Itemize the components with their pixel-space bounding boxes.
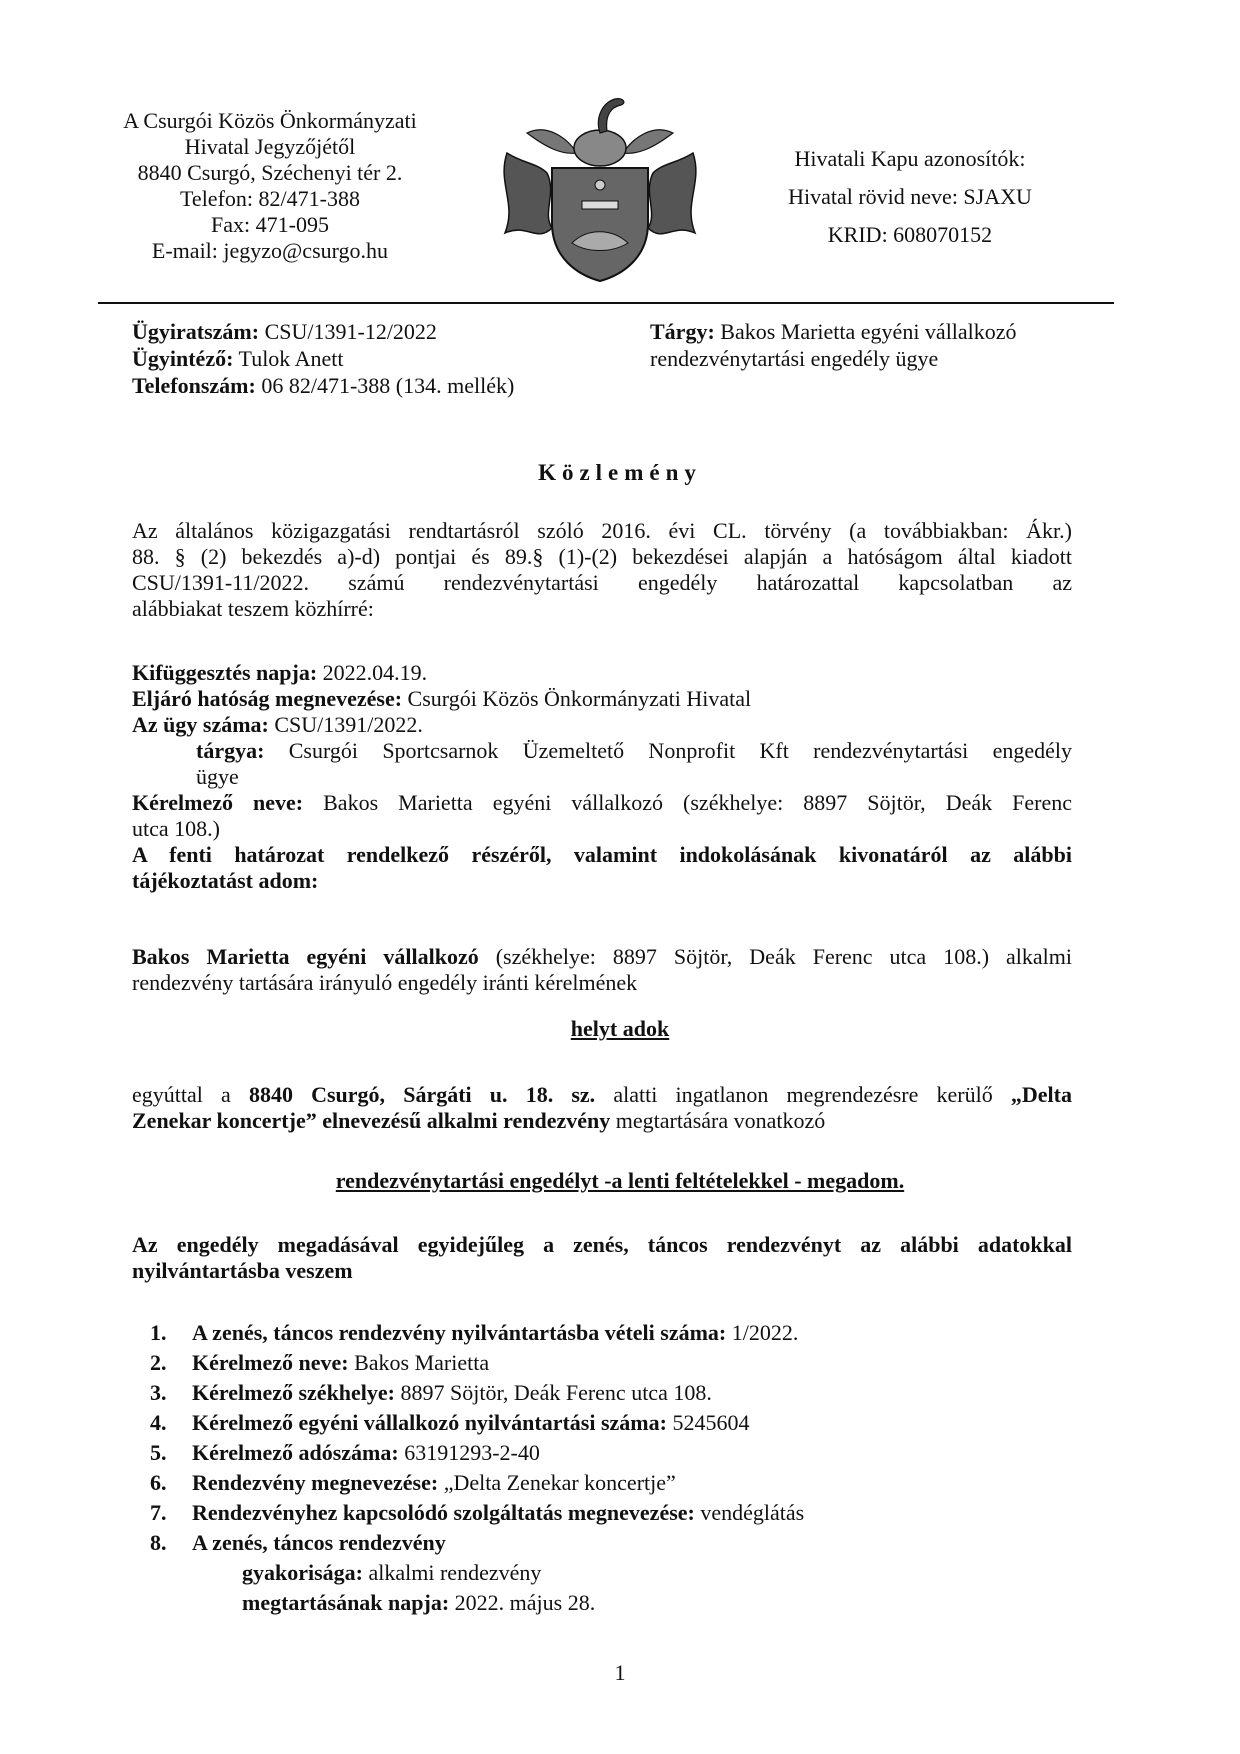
page-number: 1 [614,1660,626,1685]
list-item: 4. Kérelmező egyéni vállalkozó nyilvántartási száma: 5245604 [150,1410,750,1435]
page-title: Közlemény [538,460,702,485]
gateway-short-name: Hivatal rövid neve: SJAXU [788,184,1032,209]
list-item: 6. Rendezvény megnevezése: „Delta Zenekar koncertje” [150,1470,676,1495]
sender-email: E-mail: jegyzo@csurgo.hu [151,238,389,263]
authority: Eljáró hatóság megnevezése: Csurgói Közös Önkormányzati Hivatal [132,686,752,711]
permit-heading: rendezvénytartási engedélyt -a lenti feltételekkel - megadom. [335,1168,905,1193]
sender-address: 8840 Csurgó, Széchenyi tér 2. [137,160,403,185]
case-number: Ügyiratszám: CSU/1391-12/2022 [132,319,437,344]
decision-paragraph: Bakos Marietta egyéni vállalkozó (székhelye: 8897 Söjtör, Deák Ferenc utca 108.) alkalmi rendezvény tartására irányuló engedély iránti kérelmének [132,944,1072,995]
sender-block [100,108,440,264]
gateway-title: Hivatali Kapu azonosítók: [794,146,1026,171]
case-meta [132,318,514,399]
gateway-krid: KRID: 608070152 [827,222,993,247]
registration-list [150,1318,804,1618]
sender-line2: Hivatal Jegyzőjétől [184,134,356,159]
notice-line-2: tájékoztatást adom: [132,868,319,893]
subject-line-2: rendezvénytartási engedély ügye [650,346,939,371]
case-officer: Ügyintéző: Tulok Anett [132,346,344,371]
location-paragraph: egyúttal a 8840 Csurgó, Sárgáti u. 18. sz. alatti ingatlanon megrendezésre kerülő „Delta Zenekar koncertje” elnevezésű alkalmi rendezvény megtartására vonatkozó [132,1082,1072,1133]
sender-fax: Fax: 471-095 [211,212,329,237]
details-block [132,660,1072,894]
subject-meta [650,318,1017,372]
list-item: 1. A zenés, táncos rendezvény nyilvántartásba vételi száma: 1/2022. [150,1320,799,1345]
header-divider [98,302,1114,304]
list-item: 3. Kérelmező székhelye: 8897 Söjtör, Deák Ferenc utca 108. [150,1380,712,1405]
list-item: 7. Rendezvényhez kapcsolódó szolgáltatás megnevezése: vendéglátás [150,1500,805,1525]
subject-line: Tárgy: Bakos Marietta egyéni vállalkozó [650,319,1017,344]
case-phone: Telefonszám: 06 82/471-388 (134. mellék) [132,373,515,398]
list-item: 8. A zenés, táncos rendezvény gyakorisága: alkalmi rendezvény megtartásának napja: 2022. május 28. [150,1528,804,1618]
notice-line-1: A fenti határozat rendelkező részéről, valamint indokolásának kivonatáról az alábbi [132,842,1072,867]
posting-date: Kifüggesztés napja: 2022.04.19. [132,660,428,685]
coat-of-arms-icon [497,93,703,283]
case-subject: tárgya: Csurgói Sportcsarnok Üzemeltető Nonprofit Kft rendezvénytartási engedély [196,738,1072,763]
sender-phone: Telefon: 82/471-388 [180,186,360,211]
intro-paragraph: Az általános közigazgatási rendtartásról szóló 2016. évi CL. törvény (a továbbiakban: Ákr.) 88. § (2) bekezdés a)-d) pontjai és 89.§ (1)-(2) bekezdései alapján a hatóságom által kiadott CSU/1391-11/2022. számú rendezvénytartási engedély határozattal kapcsolatban az alábbiakat teszem közhírré: [132,518,1072,621]
case-no: Az ügy száma: CSU/1391/2022. [132,712,423,737]
register-paragraph: Az engedély megadásával egyidejűleg a zenés, táncos rendezvényt az alábbi adatokkal nyilvántartásba veszem [132,1232,1072,1283]
granted-heading: helyt adok [570,1016,670,1041]
item8-frequency: gyakorisága: alkalmi rendezvény [242,1560,542,1585]
applicant-2: utca 108.) [132,816,220,841]
list-item: 5. Kérelmező adószáma: 63191293-2-40 [150,1440,540,1465]
case-subject-2: ügye [196,764,239,789]
item8-date: megtartásának napja: 2022. május 28. [242,1590,596,1615]
applicant: Kérelmező neve: Bakos Marietta egyéni vállalkozó (székhelye: 8897 Söjtör, Deák Ferenc [132,790,1073,815]
gateway-block [740,140,1080,254]
list-item: 2. Kérelmező neve: Bakos Marietta [150,1350,490,1375]
sender-line1: A Csurgói Közös Önkormányzati [123,108,417,133]
